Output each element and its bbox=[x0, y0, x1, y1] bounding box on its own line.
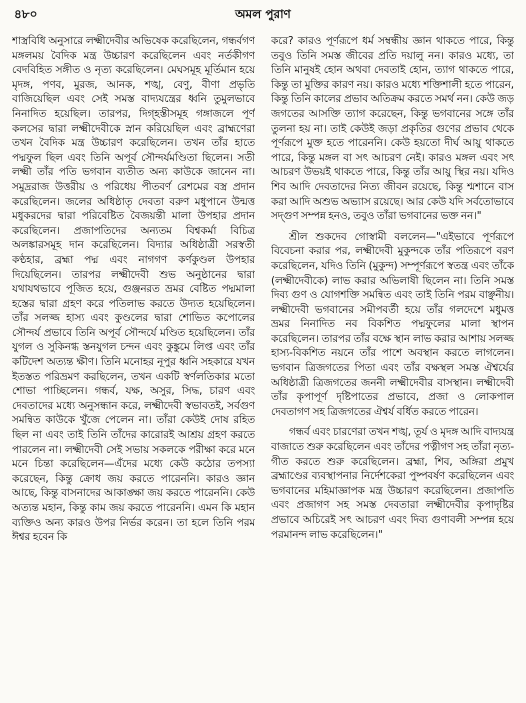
paragraph: শাস্ত্রবিধি অনুসারে লক্ষ্মীদেবীর অভিষেক করেছিলেন, গন্ধর্বগণ মঙ্গলময় বৈদিক মন্ত্র উচ্চারণ করেছিলেন এবং নর্তকীগণ বেদবিহিত সঙ্গীত ও নৃত্য করেছিলেন। মেঘসমূহ মূর্তিমান হয়ে মৃদঙ্গ, পণব, মুরজ, আনক, শঙ্খ, বেণু, বীণা প্রভৃতি বাজিয়েছিল এবং সেই সমস্ত বাদ্যযন্ত্রের ধ্বনি তুমুলভাবে নিনাদিত হয়েছিল। তারপর, দিগ্‌হস্তীসমূহ গঙ্গাজলে পূর্ণ কলসের দ্বারা লক্ষ্মীদেবীকে স্নান করিয়েছিল এবং ব্রাহ্মণেরা তখন বৈদিক মন্ত্র উচ্চারণ করেছিলেন। তখন তাঁর হাতে পদ্মফুল ছিল এবং তিনি অপূর্ব সৌন্দর্যমণ্ডিতা ছিলেন। সতী লক্ষ্মী তাঁর পতি ভগবান ব্যতীত অন্য কাউকে জানেন না। সমুদ্ররাজ উত্তরীয় ও পরিধেয় পীতবর্ণ রেশমের বস্ত্র প্রদান করেছিলেন। জলের অধিষ্ঠাতৃ দেবতা বরুণ মধুপানে উন্মত্ত মধুকরদের দ্বারা পরিবেষ্টিত বৈজয়ন্তী মালা উপহার প্রদান করেছিলেন। প্রজাপতিদের অন্যতম বিশ্বকর্মা বিচিত্র অলঙ্কারসমূহ দান করেছিলেন। বিদ্যার অধিষ্ঠাত্রী সরস্বতী কণ্ঠহার, ব্রহ্মা পদ্ম এবং নাগগণ কর্ণকুণ্ডল উপহার দিয়েছিলেন। তারপর লক্ষ্মীদেবী শুভ অনুষ্ঠানের দ্বারা যথাযথভাবে পূজিত হয়ে, গুঞ্জনরত ভ্রমর বেষ্টিত পদ্মমালা হস্তের দ্বারা গ্রহণ করে পতিলাভ করতে উদ্যত হয়েছিলেন। তাঁর সলজ্জ হাস্য এবং কুণ্ডলের দ্বারা শোভিত কপোলের সৌন্দর্য প্রভাবে তিনি অপূর্ব সৌন্দর্যে মণ্ডিত হয়েছিলেন। তাঁর যুগল ও সুকিনগ্ধ স্তনযুগল চন্দন এবং কুঙ্কুমে লিপ্ত এবং তাঁর কটিদেশ অত্যন্ত ক্ষীণ। তিনি মনোহর নূপুর ধ্বনি সহকারে যখন ইতস্তত পরিভ্রমণ করছিলেন, তখন একটি স্বর্ণলতিকার মতো শোভা পাচ্ছিলেন। গন্ধর্ব, যক্ষ, অসুর, সিদ্ধ, চারণ এবং দেবতাদের মধ্যে অনুসন্ধান করে, লক্ষ্মীদেবী স্বভাবতই, সর্বগুণ সমন্বিত কাউকে খুঁজে পেলেন না। তাঁরা কেউই দোষ রহিত ছিল না এবং তাই তিনি তাঁদের কারোরই আশ্রয় গ্রহণ করতে পারলেন না। লক্ষ্মীদেবী সেই সভায় সকলকে পরীক্ষা করে মনে মনে চিন্তা করেছিলেন—এঁদের মধ্যে কেউ কঠোর তপস্যা করেছেন, কিন্তু ক্রোধ জয় করতে পারেননি। কারও জ্ঞান আছে, কিন্তু বাসনাদের আকাঙ্ক্ষা জয় করতে পারেননি। কেউ অত্যন্ত মহান, কিন্তু কাম জয় করতে পারেননি। এমন কি মহান ব্যক্তিও অন্য কারও উপর নির্ভর করেন। তা হলে তিনি পরম ঈশ্বর হবেন কি bbox=[12, 35, 255, 544]
text-columns bbox=[12, 34, 514, 697]
running-title: অমল পুরাণ bbox=[235, 7, 291, 21]
paragraph: গন্ধর্ব এবং চারণেরা তখন শঙ্খ, তূর্য ও মৃদঙ্গ আদি বাদ্যযন্ত্র বাজাতে শুরু করেছিলেন এবং তাঁদের পত্নীগণ সহ তাঁরা নৃত্য-গীত করতে শুরু করেছিলেন। ব্রহ্মা, শিব, অঙ্গিরা প্রমুখ ব্রহ্মাণ্ডের ব্যবস্থাপনার নির্দেশকেরা পুষ্পবর্ষণ করেছিলেন এবং ভগবানের মহিমাজ্ঞাপক মন্ত্র উচ্চারণ করেছিলেন। প্রজাপতি এবং প্রজাগণ সহ সমস্ত দেবতারা লক্ষ্মীদেবীর কৃপাদৃষ্টির প্রভাবে অচিরেই সৎ আচরণ এবং দিব্য গুণাবলী সম্পন্ন হয়ে পরমানন্দ লাভ করেছিলেন।" bbox=[271, 426, 514, 541]
left-column bbox=[12, 34, 255, 697]
paragraph: করে? কারও পূর্ণরূপে ধর্ম সম্বন্ধীয় জ্ঞান থাকতে পারে, কিন্তু তবুও তিনি সমস্ত জীবের প্রতি দয়ালু নন। কারও মধ্যে, তা তিনি মানুষই হোন অথবা দেবতাই হোন, ত্যাগ থাকতে পারে, কিন্তু তা মুক্তির কারণ নয়। কারও মধ্যে শক্তিশালী হতে পারেন, কিন্তু তিনি কালের প্রভাব অতিক্রম করতে সমর্থ নন। কেউ জড় জগতের আসক্তি ত্যাগ করেছেন, কিন্তু ভগবানের সঙ্গে তাঁর তুলনা হয় না। তাই কেউই জড়া প্রকৃতির গুণের প্রভাব থেকে পূর্ণরূপে মুক্ত হতে পারেননি। কেউ হয়তো দীর্ঘ আয়ু থাকতে পারে, কিন্তু মঙ্গল বা সৎ আচরণ নেই। কারও মঙ্গল এবং সৎ আচরণ উভয়ই থাকতে পারে, কিন্তু তাঁর আয়ু স্থির নয়। যদিও শিব আদি দেবতাদের নিত্য জীবন রয়েছে, কিন্তু শ্মশানে বাস করা আদি অশুভ অভ্যাস রয়েছে। আর কেউ যদি সর্বতোভাবে সদ্‌গুণ সম্পন্ন হনও, তবুও তাঁরা ভগবানের ভক্ত নন।" bbox=[271, 35, 514, 223]
page-header bbox=[12, 6, 514, 24]
right-column bbox=[271, 34, 514, 697]
page-number: ৪৮০ bbox=[14, 7, 38, 21]
paragraph: শ্রীল শুকদেব গোস্বামী বললেন—"এইভাবে পূর্ণরূপে বিবেচনা করার পর, লক্ষ্মীদেবী মুকুন্দকে তাঁর পতিরূপে বরণ করেছিলেন, যদিও তিনি (মুকুন্দ) সম্পূর্ণরূপে স্বতন্ত্র এবং তাঁকে (লক্ষ্মীদেবীকে) লাভ করার অভিলাষী ছিলেন না। তিনি সমস্ত দিব্য গুণ ও যোগশক্তি সমন্বিত এবং তাই তিনি পরম বাঞ্ছনীয়। লক্ষ্মীদেবী ভগবানের সমীপবর্তী হয়ে তাঁর গলদেশে মধুমত্ত ভ্রমর নিনাদিত নব বিকশিত পদ্মফুলের মালা স্থাপন করেছিলেন। তারপর তাঁর বক্ষে স্থান লাভ করার আশায় সলজ্জ হাস্য-বিকশিত নয়নে তাঁর পাশে অবস্থান করতে লাগলেন। ভগবান ত্রিজগতের পিতা এবং তাঁর বক্ষস্থল সমস্ত ঐশ্বর্যের অধিষ্ঠাত্রী ত্রিজগতের জননী লক্ষ্মীদেবীর বাসস্থান। লক্ষ্মীদেবী তাঁর কৃপাপূর্ণ দৃষ্টিপাতের প্রভাবে, প্রজা ও লোকপাল দেবতাগণ সহ ত্রিজগতের ঐশ্বর্য বর্ধিত করতে পারেন। bbox=[271, 230, 514, 418]
